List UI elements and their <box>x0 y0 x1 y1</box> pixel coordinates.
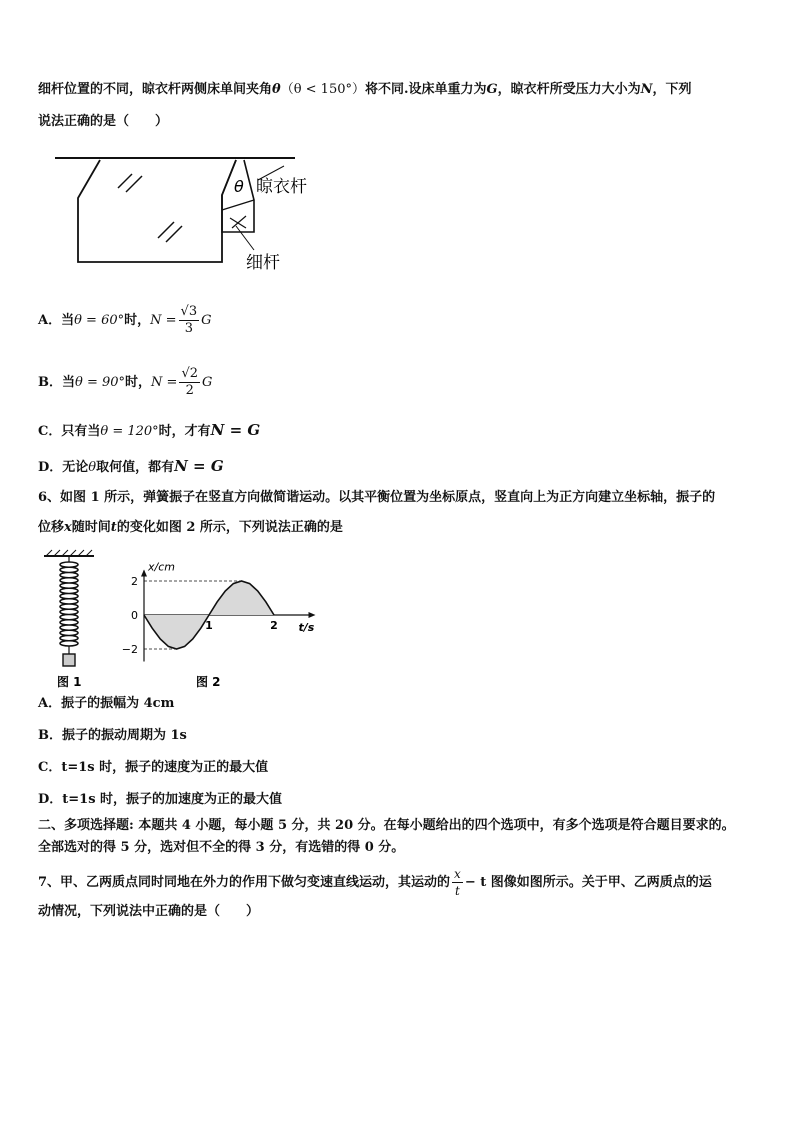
sheet-left-outline <box>78 160 236 262</box>
hatch-mark <box>118 174 132 188</box>
theta-symbol: θ <box>272 82 281 97</box>
q5-option-b[interactable] <box>38 366 212 399</box>
q6-spring-figure <box>40 548 100 698</box>
q5-stem-line1 <box>38 80 692 100</box>
q5-stem-part: 细杆位置的不同，晾衣杆两侧床单间夹角 <box>38 82 273 97</box>
section2-line2: 全部选对的得 5 分，选对但不全的得 3 分，有选错的得 0 分。 <box>38 840 405 855</box>
q7-stem-line1 <box>38 866 712 899</box>
option-prefix: A．当 <box>38 313 75 328</box>
thin-rod <box>222 200 254 210</box>
q5-clothes-pole-figure <box>50 150 330 280</box>
fraction-numerator: x <box>454 867 461 881</box>
option-rhs: G <box>202 375 213 390</box>
y-axis-label: x/cm <box>148 560 175 574</box>
option-condition: θ = 60° <box>74 313 125 328</box>
x-symbol: x <box>64 520 72 535</box>
q6-option-b[interactable]: B．振子的振动周期为 1s <box>38 728 187 743</box>
q6-option-a[interactable]: A．振子的振幅为 4cm <box>38 696 175 711</box>
q6-stem-line1: 6、如图 1 所示，弹簧振子在竖直方向做简谐运动。以其平衡位置为坐标原点，竖直向上为正方向建立坐标轴，振子的 <box>38 490 716 505</box>
q6-xt-chart <box>120 548 330 698</box>
fraction <box>179 366 200 399</box>
xt-fraction <box>452 866 463 899</box>
option-equation: N = G <box>210 421 261 439</box>
option-prefix: C．只有当 <box>38 424 101 439</box>
figure1-label: 图 1 <box>57 675 82 689</box>
x-tick-label: 1 <box>205 619 213 632</box>
rod-leader-line <box>236 226 254 250</box>
rod-label: 细杆 <box>246 253 280 273</box>
q5-option-a[interactable] <box>38 304 212 337</box>
x-axis-label: t/s <box>298 621 315 634</box>
chart-marks <box>144 581 274 649</box>
figure2-label: 图 2 <box>196 675 221 689</box>
q6-option-d[interactable]: D．t=1s 时，振子的加速度为正的最大值 <box>38 792 283 807</box>
g-symbol: G <box>486 82 498 97</box>
section2-line1: 二、多项选择题: 本题共 4 小题，每小题 5 分，共 20 分。在每小题给出的四个选项中，有多个选项是符合题目要求的。 <box>38 818 735 833</box>
q7-stem-line2: 动情况，下列说法中正确的是（ ） <box>38 904 260 919</box>
y-tick-label: 2 <box>131 575 138 588</box>
q5-option-d[interactable] <box>38 456 224 478</box>
pole-label: 晾衣杆 <box>256 177 307 197</box>
option-rhs: G <box>201 313 212 328</box>
q5-option-c[interactable] <box>38 420 260 442</box>
q7-stem-part: 7、甲、乙两质点同时同地在外力的作用下做匀变速直线运动，其运动的 <box>38 875 451 890</box>
option-prefix: D．无论 <box>38 460 89 475</box>
option-equation: N = G <box>174 457 224 475</box>
q6-stem-part: 位移 <box>38 520 65 535</box>
y-axis-arrow <box>141 570 147 577</box>
q6-stem-line2 <box>38 518 343 538</box>
q6-option-c[interactable]: C．t=1s 时，振子的速度为正的最大值 <box>38 760 269 775</box>
fraction-denominator: 2 <box>185 383 194 398</box>
fraction <box>179 304 200 337</box>
y-tick-label: 0 <box>131 609 138 622</box>
oscillator-block <box>63 654 75 666</box>
option-prefix: B．当 <box>38 375 75 390</box>
q5-stem-part: 将不同.设床单重力为 <box>365 82 487 97</box>
option-text: 时， <box>124 313 151 328</box>
option-text: 取何值，都有 <box>96 460 175 475</box>
q7-stem-part: − t 图像如图所示。关于甲、乙两质点的运 <box>464 875 712 890</box>
fraction-numerator: √3 <box>180 304 198 319</box>
theta-label: θ <box>234 177 244 196</box>
x-tick-label: 2 <box>270 619 278 632</box>
n-symbol: N <box>640 82 653 97</box>
t-symbol: t <box>110 520 117 535</box>
q5-stem-part: ，晾衣杆所受压力大小为 <box>497 82 641 97</box>
option-lhs: N = <box>151 375 178 390</box>
y-tick-label: −2 <box>121 643 138 656</box>
option-condition: θ = 90° <box>75 375 126 390</box>
fraction-denominator: t <box>455 884 460 898</box>
sheet-right-outline <box>222 160 254 232</box>
option-text: 时，才有 <box>158 424 211 439</box>
option-text: 时， <box>125 375 152 390</box>
fraction-denominator: 3 <box>184 321 193 336</box>
option-lhs: N = <box>150 313 177 328</box>
q5-stem-line2: 说法正确的是（ ） <box>38 114 169 129</box>
q6-stem-part: 的变化如图 2 所示，下列说法正确的是 <box>116 520 343 535</box>
option-condition: θ = 120° <box>100 424 159 439</box>
q5-stem-part: ，下列 <box>652 82 692 97</box>
x-axis-arrow <box>309 612 316 618</box>
spring-coil <box>60 562 78 646</box>
q6-stem-part: 随时间 <box>71 520 111 535</box>
fraction-numerator: √2 <box>181 366 199 381</box>
theta-symbol: θ <box>88 460 97 475</box>
q5-condition: （θ < 150°） <box>280 82 365 97</box>
